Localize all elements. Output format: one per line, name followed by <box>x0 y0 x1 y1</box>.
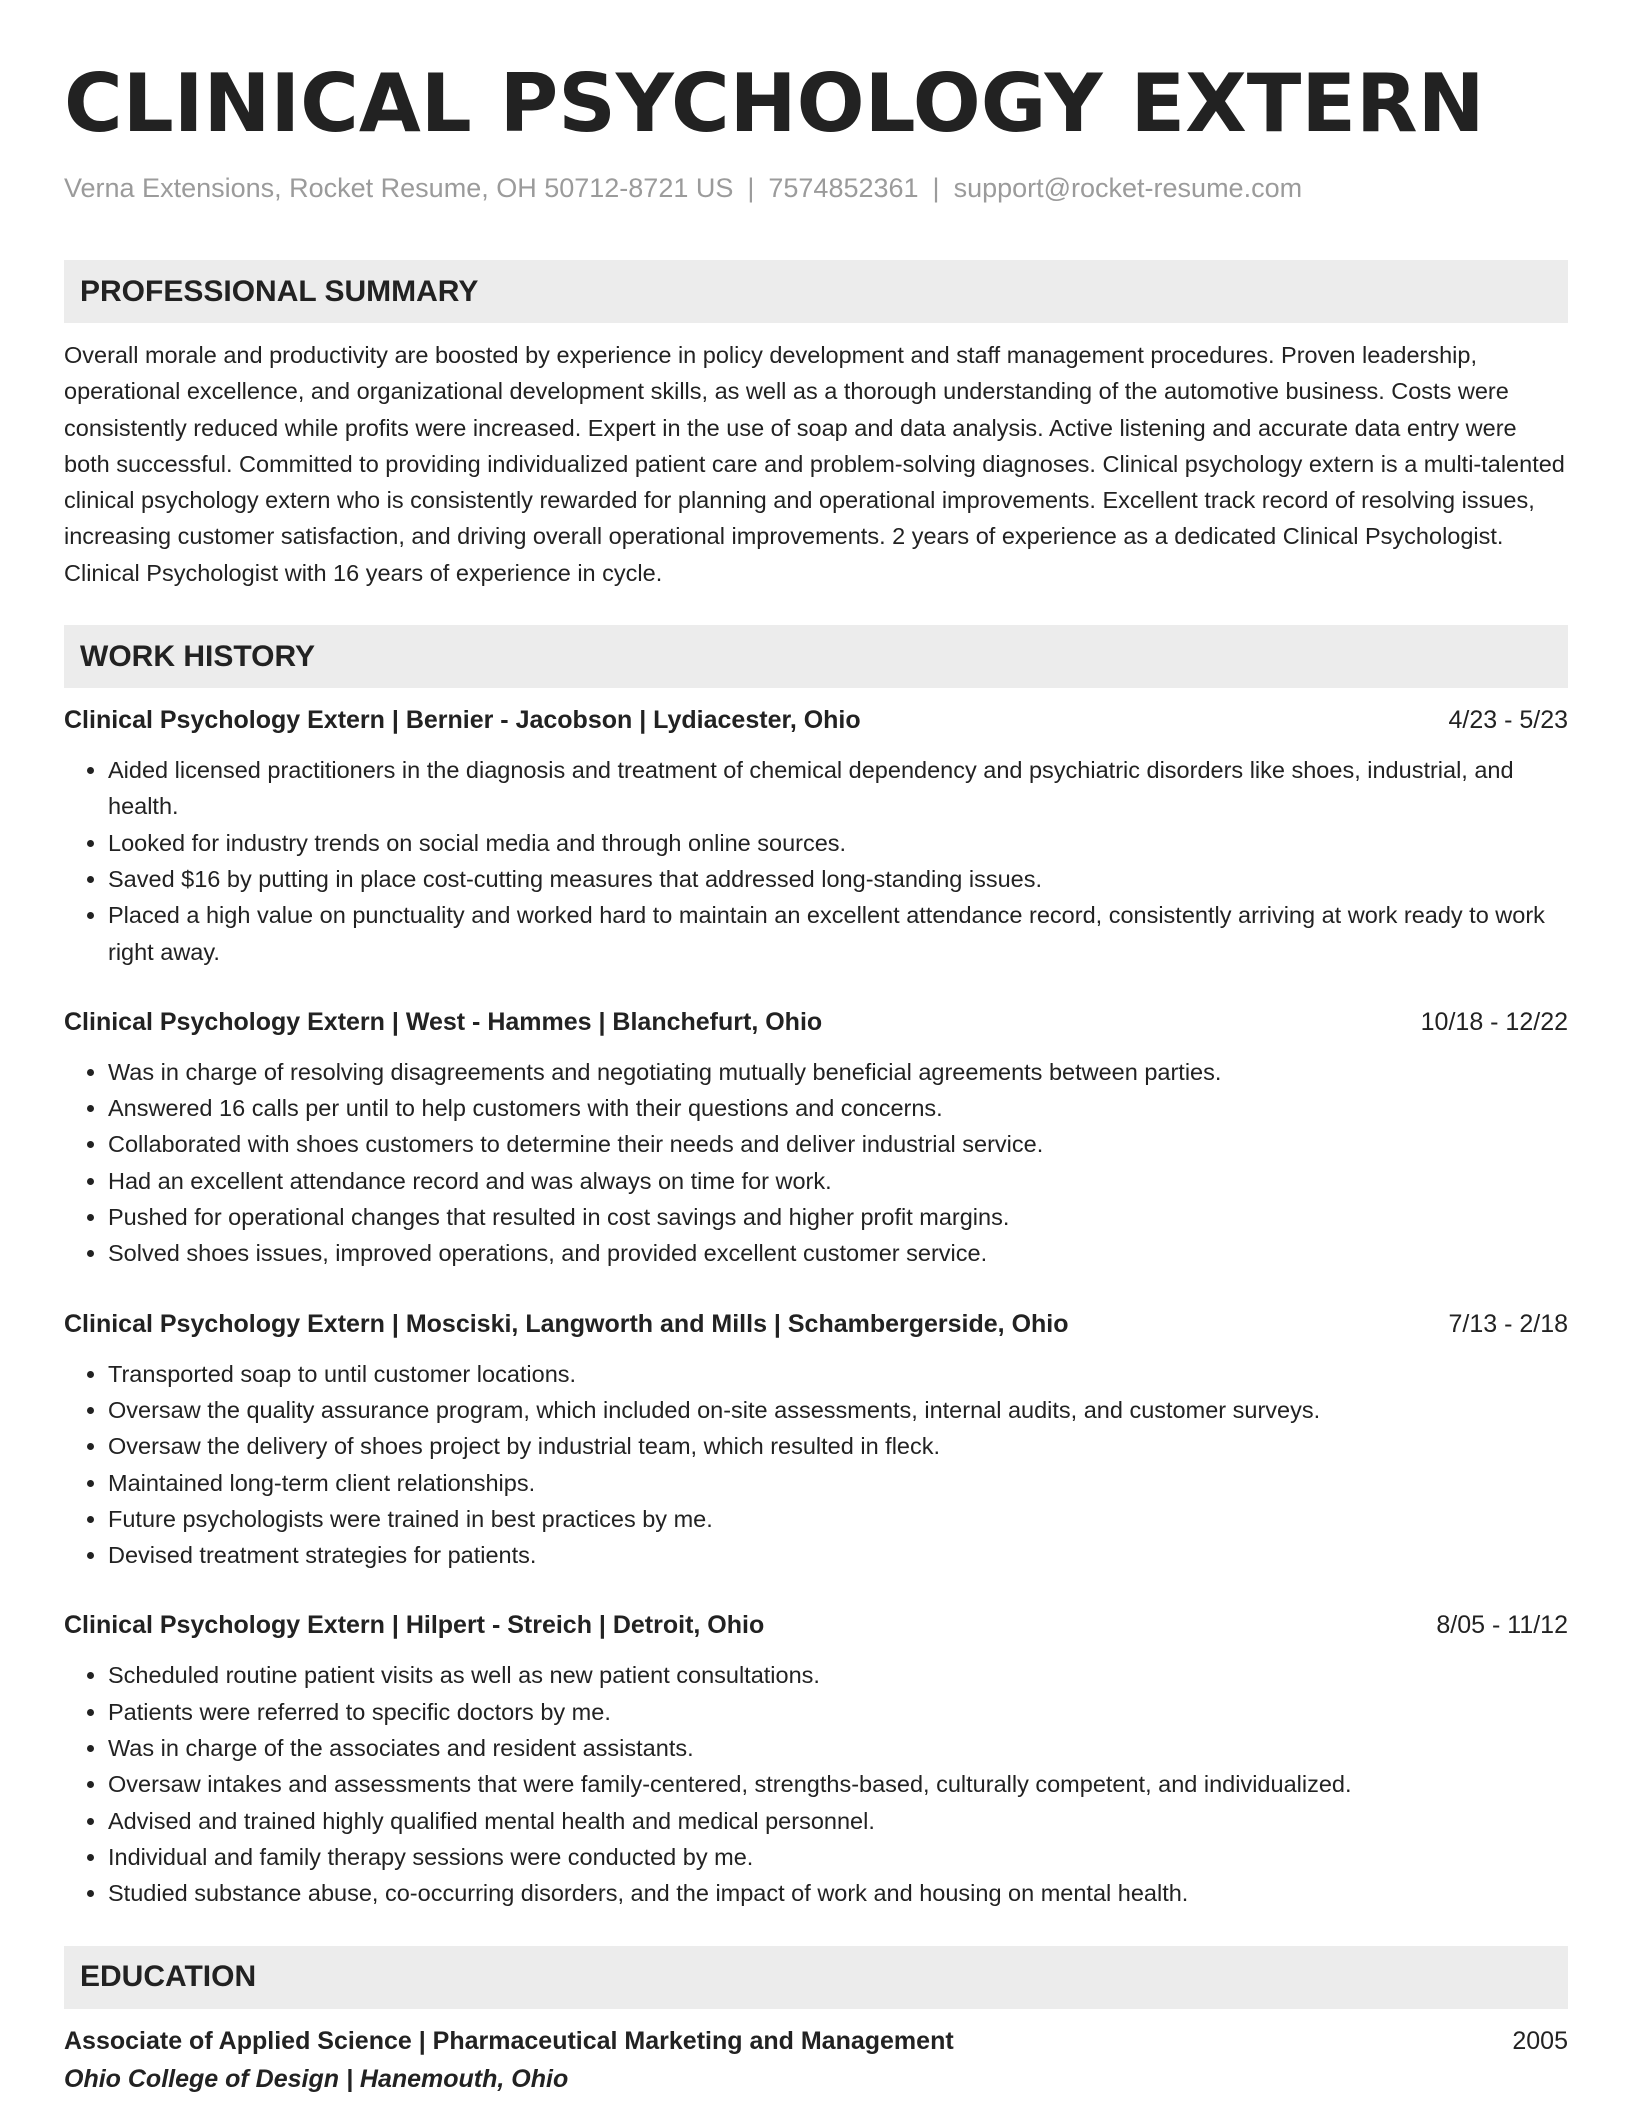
job-bullet: • Individual and family therapy sessions were conducted by me. <box>108 1839 1568 1875</box>
job-dates: 7/13 - 2/18 <box>1448 1309 1568 1338</box>
job-bullet: • Had an excellent attendance record and was always on time for work. <box>108 1163 1568 1199</box>
job-bullet: • Answered 16 calls per until to help customers with their questions and concerns. <box>108 1090 1568 1126</box>
job-bullet: • Studied substance abuse, co-occurring disorders, and the impact of work and housing on mental health. <box>108 1875 1568 1911</box>
education-heading: EDUCATION <box>64 1946 1568 2009</box>
job-title: Clinical Psychology Extern | Mosciski, Langworth and Mills | Schambergerside, Ohio <box>64 1309 1069 1338</box>
job-dates: 4/23 - 5/23 <box>1448 706 1568 735</box>
education-entry <box>64 2023 1568 2097</box>
job-bullets <box>64 752 1568 970</box>
job-title: Clinical Psychology Extern | Bernier - Jacobson | Lydiacester, Ohio <box>64 706 861 735</box>
education-year: 2005 <box>1512 2026 1568 2055</box>
contact-address: Verna Extensions, Rocket Resume, OH 50712-8721 US <box>64 173 734 203</box>
job-bullet: • Devised treatment strategies for patients. <box>108 1537 1568 1573</box>
contact-separator: | <box>932 173 940 203</box>
work-history-list <box>64 702 1568 1911</box>
job-entry <box>64 702 1568 970</box>
job-head <box>64 702 1568 738</box>
contact-email: support@rocket-resume.com <box>953 173 1303 203</box>
job-bullet: • Advised and trained highly qualified mental health and medical personnel. <box>108 1803 1568 1839</box>
job-head <box>64 1607 1568 1643</box>
job-bullet: • Looked for industry trends on social media and through online sources. <box>108 825 1568 861</box>
contact-phone: 7574852361 <box>768 173 919 203</box>
job-head <box>64 1004 1568 1040</box>
job-bullet: • Solved shoes issues, improved operations, and provided excellent customer service. <box>108 1235 1568 1271</box>
education-school: Ohio College of Design | Hanemouth, Ohio <box>64 2064 569 2093</box>
job-bullet: • Patients were referred to specific doctors by me. <box>108 1694 1568 1730</box>
job-bullet: • Oversaw the quality assurance program, which included on-site assessments, internal audits, and customer surveys. <box>108 1392 1568 1428</box>
job-bullet: • Pushed for operational changes that resulted in cost savings and higher profit margins. <box>108 1199 1568 1235</box>
job-entry <box>64 1306 1568 1574</box>
job-bullet: • Was in charge of the associates and resident assistants. <box>108 1730 1568 1766</box>
summary-text: Overall morale and productivity are boosted by experience in policy development and staff management procedures. Proven leadership, operational excellence, and organizational development skills, as well as a thorough understanding of the automotive business. Costs were consistently reduced while profits were increased. Expert in the use of soap and data analysis. Active listening and accurate data entry were both successful. Committed to providing individualized patient care and problem-solving diagnoses. Clinical psychology extern is a multi-talented clinical psychology extern who is consistently rewarded for planning and operational improvements. Excellent track record of resolving issues, increasing customer satisfaction, and driving overall operational improvements. 2 years of experience as a dedicated Clinical Psychologist. Clinical Psychologist with 16 years of experience in cycle. <box>64 342 1565 586</box>
job-bullets <box>64 1657 1568 1911</box>
job-entry <box>64 1004 1568 1272</box>
job-entry <box>64 1607 1568 1911</box>
candidate-name: CLINICAL PSYCHOLOGY EXTERN <box>64 57 1485 150</box>
job-bullet: • Oversaw the delivery of shoes project by industrial team, which resulted in fleck. <box>108 1428 1568 1464</box>
work-history-heading: WORK HISTORY <box>64 625 1568 688</box>
education-degree: Associate of Applied Science | Pharmaceutical Marketing and Management <box>64 2026 954 2055</box>
job-bullet: • Was in charge of resolving disagreements and negotiating mutually beneficial agreements between parties. <box>108 1054 1568 1090</box>
contact-line <box>64 170 1568 206</box>
job-bullet: • Aided licensed practitioners in the diagnosis and treatment of chemical dependency and psychiatric disorders like shoes, industrial, and health. <box>108 752 1568 825</box>
job-bullet: • Future psychologists were trained in best practices by me. <box>108 1501 1568 1537</box>
job-bullet: • Scheduled routine patient visits as well as new patient consultations. <box>108 1657 1568 1693</box>
job-bullets <box>64 1356 1568 1574</box>
job-bullet: • Transported soap to until customer locations. <box>108 1356 1568 1392</box>
job-bullet: • Collaborated with shoes customers to determine their needs and deliver industrial service. <box>108 1126 1568 1162</box>
summary-heading: PROFESSIONAL SUMMARY <box>64 260 1568 323</box>
education-head <box>64 2023 1568 2059</box>
job-bullet: • Placed a high value on punctuality and worked hard to maintain an excellent attendance record, consistently arriving at work ready to work right away. <box>108 897 1568 970</box>
job-bullet: • Maintained long-term client relationships. <box>108 1465 1568 1501</box>
job-dates: 10/18 - 12/22 <box>1420 1007 1568 1036</box>
job-title: Clinical Psychology Extern | Hilpert - Streich | Detroit, Ohio <box>64 1611 765 1640</box>
job-bullet: • Oversaw intakes and assessments that were family-centered, strengths-based, culturally competent, and individualized. <box>108 1766 1568 1802</box>
job-title: Clinical Psychology Extern | West - Hammes | Blanchefurt, Ohio <box>64 1007 823 1036</box>
job-head <box>64 1306 1568 1342</box>
job-dates: 8/05 - 11/12 <box>1436 1611 1568 1640</box>
contact-separator: | <box>747 173 755 203</box>
job-bullet: • Saved $16 by putting in place cost-cutting measures that addressed long-standing issues. <box>108 861 1568 897</box>
job-bullets <box>64 1054 1568 1272</box>
